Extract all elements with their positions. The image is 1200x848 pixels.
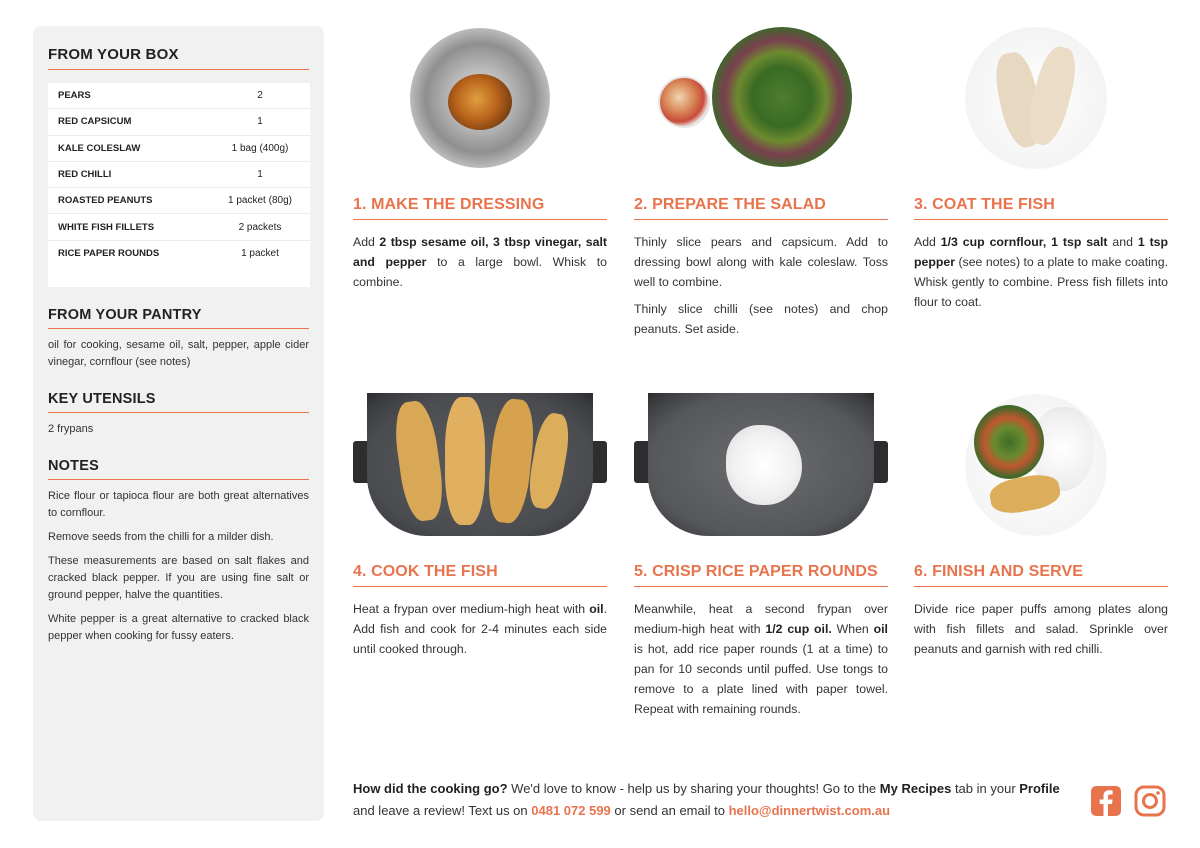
ingredient-qty: 1 packet (80g) — [228, 195, 292, 207]
ingredient-qty: 2 packets — [238, 221, 282, 233]
table-row — [48, 214, 310, 240]
pantry-section — [48, 307, 309, 371]
note-item: Remove seeds from the chilli for a milder dish. — [48, 531, 274, 544]
step-title: 5. CRISP RICE PAPER ROUNDS — [634, 563, 888, 587]
pantry-title: FROM YOUR PANTRY — [48, 307, 309, 329]
step-3 — [914, 26, 1168, 312]
step-instructions: Meanwhile, heat a second frypan over medium-high heat with 1/2 cup oil. When oil is hot, add rice paper rounds (1 at a time) to pan for 10 seconds until puffed. Use tongs to remove to a plate lined with paper towel. Repeat with remaining rounds. — [634, 602, 888, 716]
phone-link[interactable]: 0481 072 599 — [531, 803, 611, 818]
frying-fish-pan-image — [353, 393, 607, 539]
from-your-box-title: FROM YOUR BOX — [48, 46, 309, 70]
table-row — [48, 109, 310, 135]
notes-section — [48, 458, 309, 645]
step-title: 6. FINISH AND SERVE — [914, 563, 1168, 587]
step-2 — [634, 26, 888, 339]
ingredient-name: PEARS — [58, 90, 91, 102]
notes-title: NOTES — [48, 458, 309, 480]
ingredient-name: ROASTED PEANUTS — [58, 195, 153, 207]
finished-dish-plate-image — [914, 393, 1168, 539]
pantry-text: oil for cooking, sesame oil, salt, pepper, apple cider vinegar, cornflour (see notes) — [48, 339, 309, 369]
table-row — [48, 83, 310, 109]
step-title: 1. MAKE THE DRESSING — [353, 196, 607, 220]
note-item: Rice flour or tapioca flour are both great alternatives to cornflour. — [48, 490, 309, 520]
profile-link[interactable]: Profile — [1019, 781, 1060, 796]
note-item: White pepper is a great alternative to cracked black pepper when cooking for fussy eaters. — [48, 613, 309, 643]
step-instructions: Thinly slice pears and capsicum. Add to dressing bowl along with kale coleslaw. Toss well to combine. Thinly slice chilli (see notes) and chop peanuts. Set aside. — [634, 235, 888, 336]
table-row — [48, 241, 310, 267]
utensils-text: 2 frypans — [48, 423, 94, 436]
step-6 — [914, 393, 1168, 659]
rice-paper-pan-image — [634, 393, 888, 539]
notes-text — [48, 488, 309, 645]
step-5 — [634, 393, 888, 719]
step-1 — [353, 26, 607, 292]
table-row — [48, 136, 310, 162]
facebook-icon[interactable] — [1090, 785, 1122, 817]
ingredient-qty: 2 — [257, 90, 263, 102]
my-recipes-link[interactable]: My Recipes — [879, 781, 952, 796]
note-item: These measurements are based on salt flakes and cracked black pepper. If you are using fine salt or ground pepper, halve the quantities. — [48, 555, 309, 602]
step-instructions: Add 2 tbsp sesame oil, 3 tbsp vinegar, salt and pepper to a large bowl. Whisk to combine. — [353, 235, 607, 289]
ingredient-name: RED CAPSICUM — [58, 116, 132, 128]
utensils-section — [48, 391, 309, 438]
salad-bowl-image — [634, 26, 888, 172]
ingredient-name: RICE PAPER ROUNDS — [58, 248, 160, 260]
ingredient-name: WHITE FISH FILLETS — [58, 221, 155, 233]
step-instructions: Add 1/3 cup cornflour, 1 tsp salt and 1 tsp pepper (see notes) to a plate to make coating. Whisk gently to combine. Press fish fillets into flour to coat. — [914, 235, 1169, 309]
ingredient-name: KALE COLESLAW — [58, 142, 141, 154]
coated-fish-plate-image — [914, 26, 1168, 172]
ingredients-sidebar — [33, 26, 324, 821]
ingredient-qty: 1 bag (400g) — [231, 142, 289, 154]
email-link[interactable]: hello@dinnertwist.com.au — [728, 803, 891, 818]
dressing-bowl-image — [353, 26, 607, 172]
step-4 — [353, 393, 607, 659]
utensils-title: KEY UTENSILS — [48, 391, 309, 413]
social-links — [1090, 785, 1166, 817]
ingredient-qty: 1 — [257, 169, 263, 181]
step-title: 4. COOK THE FISH — [353, 563, 607, 587]
step-title: 2. PREPARE THE SALAD — [634, 196, 888, 220]
box-ingredients-table — [48, 83, 310, 287]
step-title: 3. COAT THE FISH — [914, 196, 1168, 220]
ingredient-name: RED CHILLI — [58, 169, 112, 181]
table-row — [48, 162, 310, 188]
step-instructions: Divide rice paper puffs among plates along with fish fillets and salad. Sprinkle over peanuts and garnish with red chilli. — [914, 602, 1168, 656]
ingredient-qty: 1 — [257, 116, 263, 128]
instagram-icon[interactable] — [1134, 785, 1166, 817]
footer-heading: How did the cooking go? — [353, 781, 508, 796]
ingredient-qty: 1 packet — [241, 248, 279, 260]
step-instructions: Heat a frypan over medium-high heat with oil. Add fish and cook for 2-4 minutes each side until cooked through. — [353, 602, 607, 656]
feedback-footer: How did the cooking go? We'd love to know - help us by sharing your thoughts! Go to the My Recipes tab in your Profile and leave a review! Text us on 0481 072 599 or send an email to hello@dinnertwist.com.au — [353, 781, 1060, 818]
table-row — [48, 188, 310, 214]
